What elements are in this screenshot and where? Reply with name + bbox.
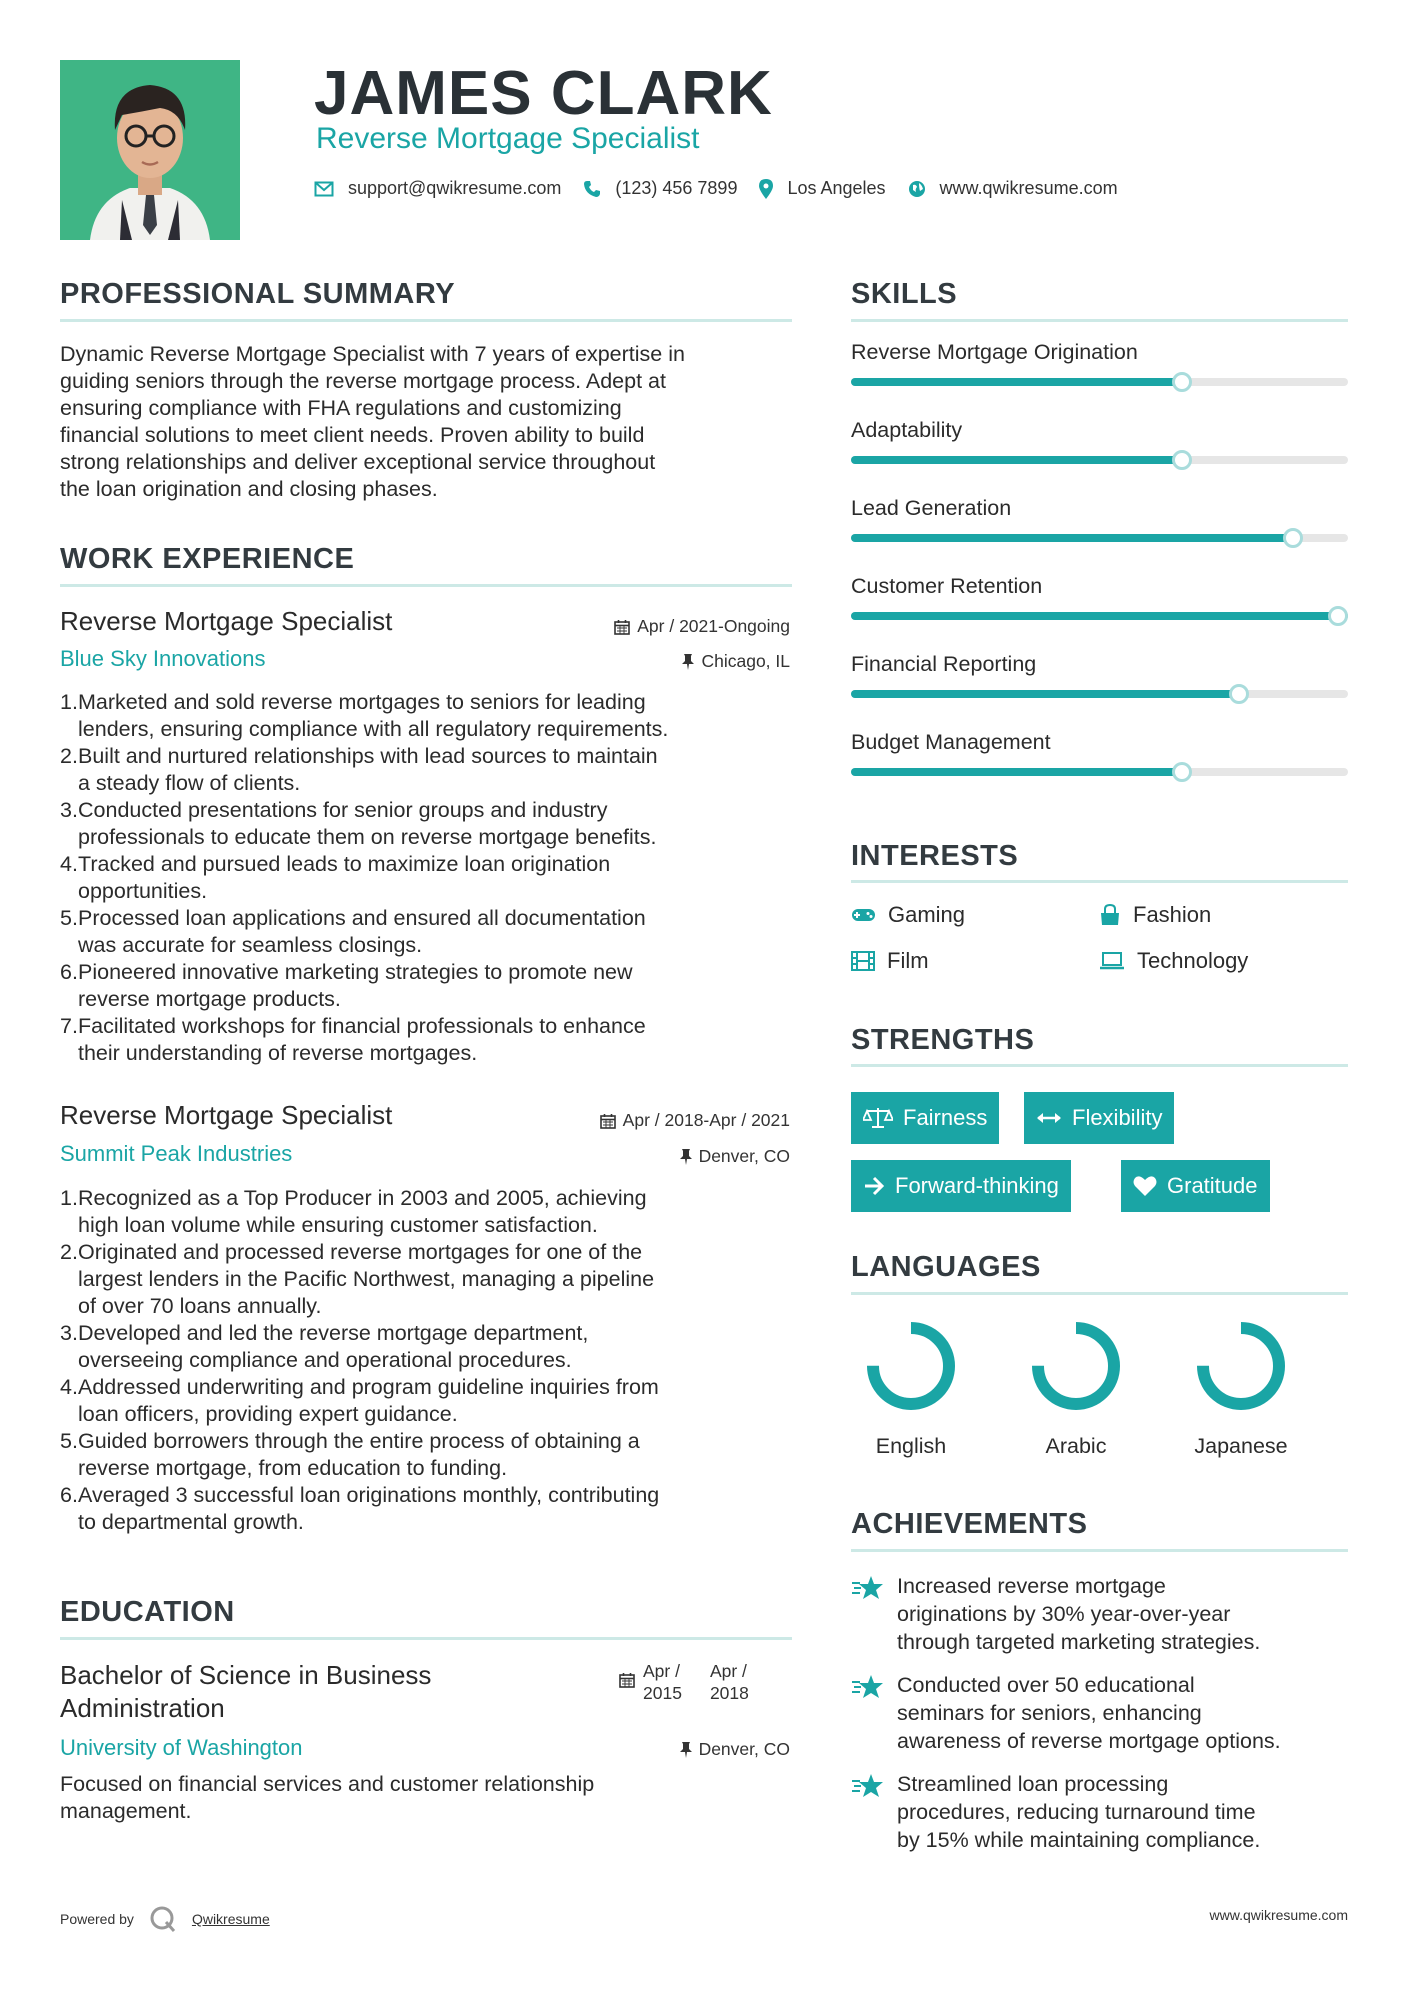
strength-label: Flexibility: [1072, 1105, 1163, 1130]
summary-line: ensuring compliance with FHA regulations and customizing: [60, 396, 622, 420]
skill-item: [851, 574, 1348, 620]
language-ring: [1191, 1316, 1291, 1416]
interest-label: Technology: [1137, 948, 1249, 973]
job-dates-text: Apr / 2018-Apr / 2021: [622, 1110, 790, 1130]
languages-list: [836, 1316, 1356, 1466]
candidate-title: Reverse Mortgage Specialist: [316, 122, 700, 155]
heart-icon: [1133, 1175, 1157, 1197]
job-company: Summit Peak Industries: [60, 1141, 293, 1166]
skill-bar: [851, 612, 1348, 620]
skill-bar-knob: [1229, 684, 1249, 704]
job-title: Reverse Mortgage Specialist: [60, 606, 393, 636]
education-dates: Apr / 2015 Apr / 2018: [619, 1660, 749, 1704]
skill-name: Lead Generation: [851, 496, 1012, 520]
school-name: University of Washington: [60, 1735, 303, 1760]
job-dates-text: Apr / 2021-Ongoing: [637, 616, 790, 636]
star-icon: [851, 1673, 885, 1701]
list-item: 4. Addressed underwriting and program guideline inquiries from loan officers, providing expert guidance.: [60, 1375, 659, 1426]
website-text: www.qwikresume.com: [939, 178, 1118, 198]
skill-bar-knob: [1328, 606, 1348, 626]
envelope-icon: [314, 181, 334, 197]
location-text: Los Angeles: [787, 178, 886, 198]
education-location: [680, 1739, 790, 1760]
languages-divider: [851, 1292, 1348, 1295]
skill-bar-knob: [1172, 450, 1192, 470]
strength-tag: [851, 1092, 999, 1144]
skill-bar: [851, 378, 1348, 386]
footer-powered: [60, 1904, 270, 1934]
job-location-text: Chicago, IL: [701, 651, 790, 671]
calendar-icon: [614, 619, 630, 635]
list-item: 4. Tracked and pursued leads to maximize loan origination opportunities.: [60, 852, 611, 903]
globe-icon: [908, 180, 926, 198]
interests-divider: [851, 880, 1348, 883]
language-label: English: [875, 1434, 947, 1458]
summary-heading: PROFESSIONAL SUMMARY: [60, 278, 456, 310]
interest-item: [1099, 902, 1211, 928]
qwikresume-link[interactable]: Qwikresume: [191, 1911, 270, 1927]
contact-phone[interactable]: [583, 178, 737, 199]
interest-label: Fashion: [1133, 902, 1212, 927]
calendar-icon: [600, 1113, 616, 1129]
summary-line: guiding seniors through the reverse mortgage process. Adept at: [60, 369, 666, 393]
interest-label: Film: [887, 948, 929, 973]
skill-bar: [851, 768, 1348, 776]
language-ring: [861, 1316, 961, 1416]
list-item: 1. Recognized as a Top Producer in 2003 and 2005, achieving high loan volume while ensuring customer satisfaction.: [60, 1186, 647, 1237]
contact-email[interactable]: [314, 178, 561, 199]
skill-item: [851, 340, 1348, 386]
skill-bar-fill: [851, 612, 1348, 620]
skill-bar-knob: [1172, 762, 1192, 782]
job-title: Reverse Mortgage Specialist: [60, 1100, 393, 1130]
list-item: 2. Built and nurtured relationships with lead sources to maintain a steady flow of clients.: [60, 744, 658, 795]
skill-name: Reverse Mortgage Origination: [851, 340, 1138, 364]
job-bullets: [60, 689, 792, 1067]
skill-name: Financial Reporting: [851, 652, 1037, 676]
powered-by-text: Powered by: [60, 1911, 134, 1927]
list-item: 3. Conducted presentations for senior groups and industry professionals to educate them on reverse mortgage benefits.: [60, 798, 657, 849]
pushpin-icon: [680, 1149, 692, 1165]
skill-name: Adaptability: [851, 418, 963, 442]
language-label: Japanese: [1194, 1434, 1288, 1458]
strengths-heading: STRENGTHS: [851, 1024, 1035, 1056]
languages-heading: LANGUAGES: [851, 1251, 1041, 1283]
skill-item: [851, 418, 1348, 464]
skill-name: Customer Retention: [851, 574, 1043, 598]
skill-bar: [851, 690, 1348, 698]
list-item: 5. Guided borrowers through the entire process of obtaining a reverse mortgage, from education to funding.: [60, 1429, 640, 1480]
balance-scale-icon: [863, 1107, 893, 1129]
job-location: [680, 1146, 790, 1167]
list-item: 5. Processed loan applications and ensured all documentation was accurate for seamless closings.: [60, 906, 646, 957]
education-location-text: Denver, CO: [698, 1739, 790, 1759]
gamepad-icon: [851, 907, 876, 923]
arrow-right-icon: [863, 1176, 885, 1196]
arrows-h-icon: [1036, 1111, 1062, 1125]
phone-text: (123) 456 7899: [615, 178, 738, 198]
interests-heading: INTERESTS: [851, 840, 1019, 872]
calendar-icon: [619, 1672, 635, 1688]
contact-bar: [314, 178, 1140, 199]
strength-label: Gratitude: [1167, 1173, 1258, 1198]
profile-photo: [60, 60, 240, 240]
job-location: [682, 651, 790, 672]
skill-bar-fill: [851, 378, 1182, 386]
achievements-divider: [851, 1549, 1348, 1552]
phone-icon: [583, 180, 601, 198]
skill-bar-knob: [1172, 372, 1192, 392]
skill-bar-fill: [851, 534, 1293, 542]
pushpin-icon: [680, 1742, 692, 1758]
strength-label: Fairness: [903, 1105, 988, 1130]
list-item: 1. Marketed and sold reverse mortgages to seniors for leading lenders, ensuring compliance with all regulatory requirements.: [60, 690, 669, 741]
interest-item: [1099, 948, 1248, 974]
interest-item: [851, 902, 965, 928]
list-item: 2. Originated and processed reverse mortgages for one of the largest lenders in the Pacific Northwest, managing a pipeline of over 70 loans annually.: [60, 1240, 655, 1318]
strength-tag: [1024, 1092, 1174, 1144]
skill-bar: [851, 534, 1348, 542]
strengths-divider: [851, 1064, 1348, 1067]
list-item: 3. Developed and led the reverse mortgage department, overseeing compliance and operational procedures.: [60, 1321, 589, 1372]
job-company: Blue Sky Innovations: [60, 646, 266, 671]
contact-website[interactable]: [908, 178, 1118, 199]
list-item: 6. Averaged 3 successful loan originations monthly, contributing to departmental growth.: [60, 1483, 660, 1534]
skill-bar-knob: [1283, 528, 1303, 548]
film-icon: [851, 951, 875, 971]
skill-bar: [851, 456, 1348, 464]
laptop-icon: [1099, 952, 1125, 970]
education-heading: EDUCATION: [60, 1596, 235, 1628]
strength-tag: [1121, 1160, 1270, 1212]
experience-heading: WORK EXPERIENCE: [60, 543, 355, 575]
skill-bar-fill: [851, 456, 1182, 464]
education-divider: [60, 1637, 792, 1640]
skill-item: [851, 496, 1348, 542]
list-item: 6. Pioneered innovative marketing strategies to promote new reverse mortgage products.: [60, 960, 633, 1011]
skills-divider: [851, 319, 1348, 322]
shopping-bag-icon: [1099, 904, 1121, 926]
language-label: Arabic: [1045, 1434, 1107, 1458]
skill-bar-fill: [851, 768, 1182, 776]
achievements-heading: ACHIEVEMENTS: [851, 1508, 1088, 1540]
summary-line: financial solutions to meet client needs. Proven ability to build: [60, 423, 645, 447]
contact-location: [759, 178, 885, 199]
summary-line: Dynamic Reverse Mortgage Specialist with 7 years of expertise in: [60, 342, 685, 366]
experience-divider: [60, 584, 792, 587]
summary-text: [60, 341, 792, 503]
strength-tag: [851, 1160, 1071, 1212]
job-dates: [614, 616, 790, 637]
summary-divider: [60, 319, 792, 322]
star-icon: [851, 1772, 885, 1800]
language-ring: [1026, 1316, 1126, 1416]
job-bullets: [60, 1185, 792, 1536]
footer-url[interactable]: www.qwikresume.com: [1209, 1907, 1348, 1923]
summary-line: strong relationships and deliver exceptional service throughout: [60, 450, 656, 474]
skill-item: [851, 730, 1348, 776]
qwikresume-logo-icon: [148, 1904, 178, 1934]
pushpin-icon: [682, 654, 694, 670]
degree-title: Bachelor of Science in Business Administration: [60, 1660, 432, 1723]
job-location-text: Denver, CO: [698, 1146, 790, 1166]
candidate-name: JAMES CLARK: [314, 59, 773, 128]
skill-name: Budget Management: [851, 730, 1051, 754]
star-icon: [851, 1574, 885, 1602]
interest-label: Gaming: [888, 902, 966, 927]
summary-line: the loan origination and closing phases.: [60, 477, 438, 501]
education-desc: Focused on financial services and customer relationship management.: [60, 1772, 595, 1823]
job-dates: [600, 1110, 790, 1131]
list-item: 7. Facilitated workshops for financial professionals to enhance their understanding of reverse mortgages.: [60, 1014, 646, 1065]
map-marker-icon: [759, 179, 773, 199]
skills-heading: SKILLS: [851, 278, 958, 310]
skill-item: [851, 652, 1348, 698]
skill-bar-fill: [851, 690, 1239, 698]
strength-label: Forward-thinking: [895, 1173, 1059, 1198]
email-text: support@qwikresume.com: [348, 178, 562, 198]
interest-item: [851, 948, 929, 974]
